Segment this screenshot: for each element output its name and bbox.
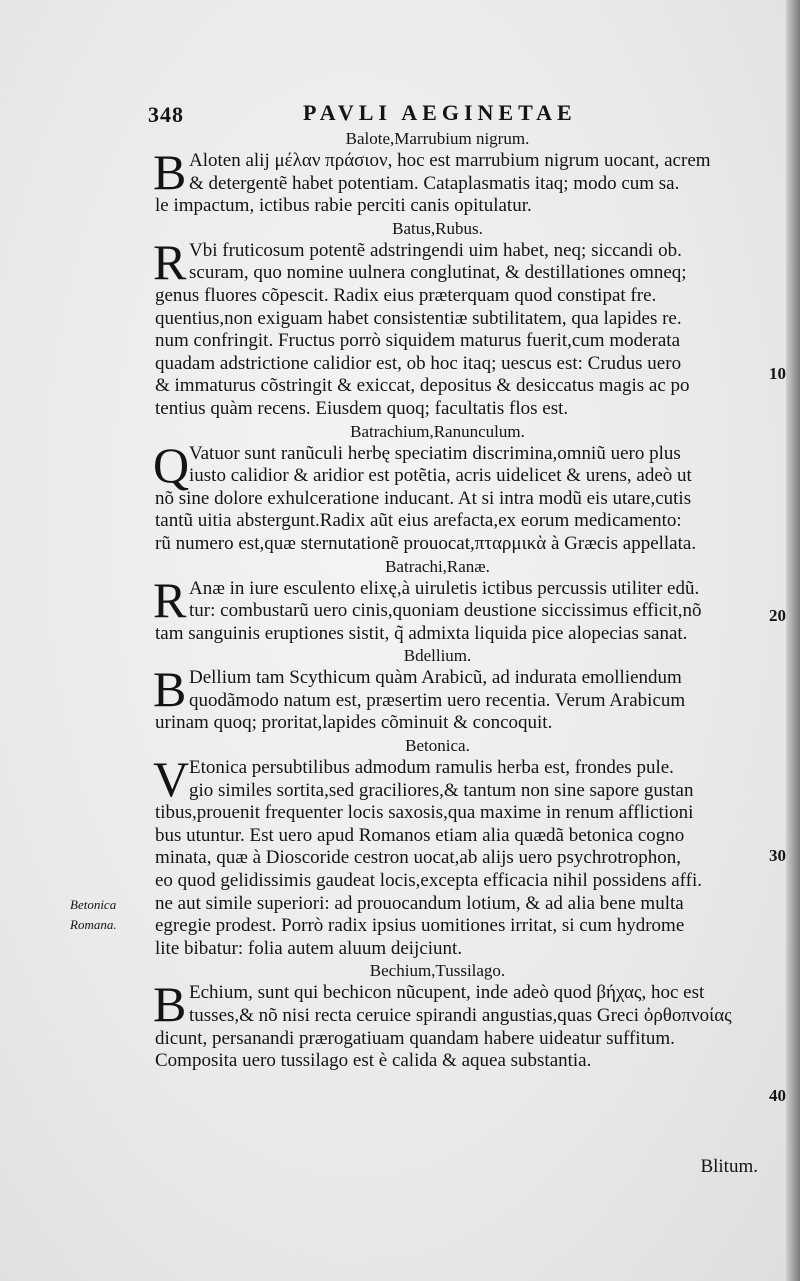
page-number: 348 (148, 102, 184, 127)
text-line: le impactum, ictibus rabie perciti canis opitulatur. (155, 195, 532, 217)
catchword: Blitum. (700, 1156, 758, 1177)
text-line: gio similes sortita,sed graciliores,& tantum non sine sapore gustan (189, 779, 694, 801)
page-header (148, 98, 708, 128)
line-number: 40 (769, 1086, 786, 1105)
margin-note: Betonica Romana. (70, 897, 117, 932)
drop-cap: R (153, 233, 187, 290)
text-line: Aloten alij μέλαν πράσιον, hoc est marrubium nigrum uocant, acrem (189, 150, 711, 171)
text-line: tusses,& nõ nisi recta ceruice spirandi angustias,quas Greci ὀρθοπνοίας (189, 1005, 732, 1026)
text-line: Anæ in iure esculento elixę,à uiruletis ictibus percussis utiliter edũ. (189, 577, 700, 599)
text-line: quentius,non exiguam habet consistentiæ subtilitatem, qua lapides re. (155, 307, 682, 329)
line-number: 30 (769, 846, 786, 865)
entry-title: Batus,Rubus. (392, 218, 483, 238)
text-line: nõ sine dolore exhulceratione inducant. At si intra modũ eis utare,cutis (155, 487, 692, 509)
line-number: 20 (769, 606, 786, 625)
text-line: bus utuntur. Est uero apud Romanos etiam alia quædã betonica cogno (155, 824, 685, 846)
text-line: rũ numero est,quæ sternutationẽ prouocat,πταρμικὰ à Græcis appellata. (155, 532, 697, 554)
gutter-shadow (786, 0, 800, 1281)
drop-cap: B (153, 661, 187, 718)
text-line: Etonica persubtilibus admodum ramulis herba est, frondes pule. (189, 757, 674, 779)
entry-title: Batrachi,Ranæ. (385, 556, 490, 576)
text-line: Composita uero tussilago est è calida & aquea substantia. (155, 1050, 592, 1072)
text-line: & detergentẽ habet potentiam. Cataplasmatis itaq; modo cum sa. (189, 172, 680, 194)
entry-paragraph (153, 661, 760, 735)
text-line: tur: combustarũ uero cinis,quoniam deustione siccissimus efficit,nõ (189, 600, 702, 622)
text-line: tibus,prouenit frequenter locis saxosis,qua maxime in renum afflictioni (155, 802, 694, 824)
text-line: Vbi fruticosum potentẽ adstringendi uim habet, neq; siccandi ob. (189, 239, 682, 261)
text-line: Dellium tam Scythicum quàm Arabicũ, ad indurata emolliendum (189, 667, 682, 689)
text-line: tantũ uitia abstergunt.Radix aũt eius arefacta,ex eorum medicamento: (155, 510, 682, 532)
text-line: & immaturus cõstringit & exiccat, depositus & desiccatus magis ac po (155, 375, 690, 397)
text-line: minata, quæ à Dioscoride cestron uocat,ab alijs uero psychrotrophon, (155, 847, 682, 869)
drop-cap: R (153, 571, 187, 628)
text-line: tam sanguinis eruptiones sistit, q̃ admixta liquida pice alopecias sanat. (155, 622, 688, 644)
text-line: num confringit. Fructus porrò siquidem maturus fuerit,cum moderata (155, 330, 681, 352)
text-line: eo quod gelidissimis gaudeat locis,excepta efficacia nihil possidens affi. (155, 870, 702, 892)
text-line: quadam adstrictione calidior est, ob hoc itaq; uescus est: Crudus uero (155, 352, 682, 374)
drop-cap: Q (153, 436, 190, 493)
text-line: Echium, sunt qui bechicon nũcupent, inde adeò quod βήχας, hoc est (189, 982, 705, 1004)
entry-title: Betonica. (405, 736, 470, 756)
text-line: ne aut simile superiori: ad prouocandum lotium, & ad alia bene multa (155, 892, 684, 914)
entry-paragraph (153, 144, 760, 218)
text-line: genus fluores cõpescit. Radix eius præterquam quod constipat fre. (155, 284, 657, 306)
text-line: dicunt, persanandi prærogatiuam quandam habere uideatur suffitum. (155, 1027, 675, 1049)
entry-paragraph (153, 571, 760, 646)
running-title: PAVLI AEGINETAE (303, 100, 577, 125)
text-line: egregie prodest. Porrò radix ipsius uomitiones irritat, si cum hydrome (155, 915, 685, 937)
entry-title: Batrachium,Ranunculum. (350, 421, 525, 441)
text-line: iusto calidior & aridior est potẽtia, acris uidelicet & urens, adeò ut (189, 465, 692, 487)
entry-title: Bdellium. (403, 646, 472, 666)
entry-paragraph (153, 233, 760, 421)
entry-title: Balote,Marrubium nigrum. (345, 129, 530, 148)
text-line: scuram, quo nomine uulnera conglutinat, & destillationes omneq; (189, 262, 687, 284)
drop-cap: B (153, 976, 187, 1033)
line-number: 10 (769, 364, 786, 383)
text-line: tentius quàm recens. Eiusdem quoq; facultatis flos est. (155, 397, 569, 419)
entry-paragraph (153, 751, 760, 960)
text-line: lite bibatur: folia autem aluum deijciunt. (155, 937, 463, 959)
text-line: Vatuor sunt ranũculi herbę speciatim discrimina,omniũ uero plus (189, 442, 681, 464)
entry-title: Bechium,Tussilago. (369, 961, 506, 981)
drop-cap: V (153, 751, 190, 808)
text-line: quodãmodo natum est, præsertim uero recentia. Verum Arabicum (189, 689, 686, 711)
entry-paragraph (153, 436, 760, 556)
drop-cap: B (153, 144, 187, 200)
entry-paragraph (153, 976, 760, 1072)
text-line: urinam quoq; proritat,lapides cõminuit & concoquit. (155, 712, 553, 734)
body-text (155, 128, 760, 1073)
